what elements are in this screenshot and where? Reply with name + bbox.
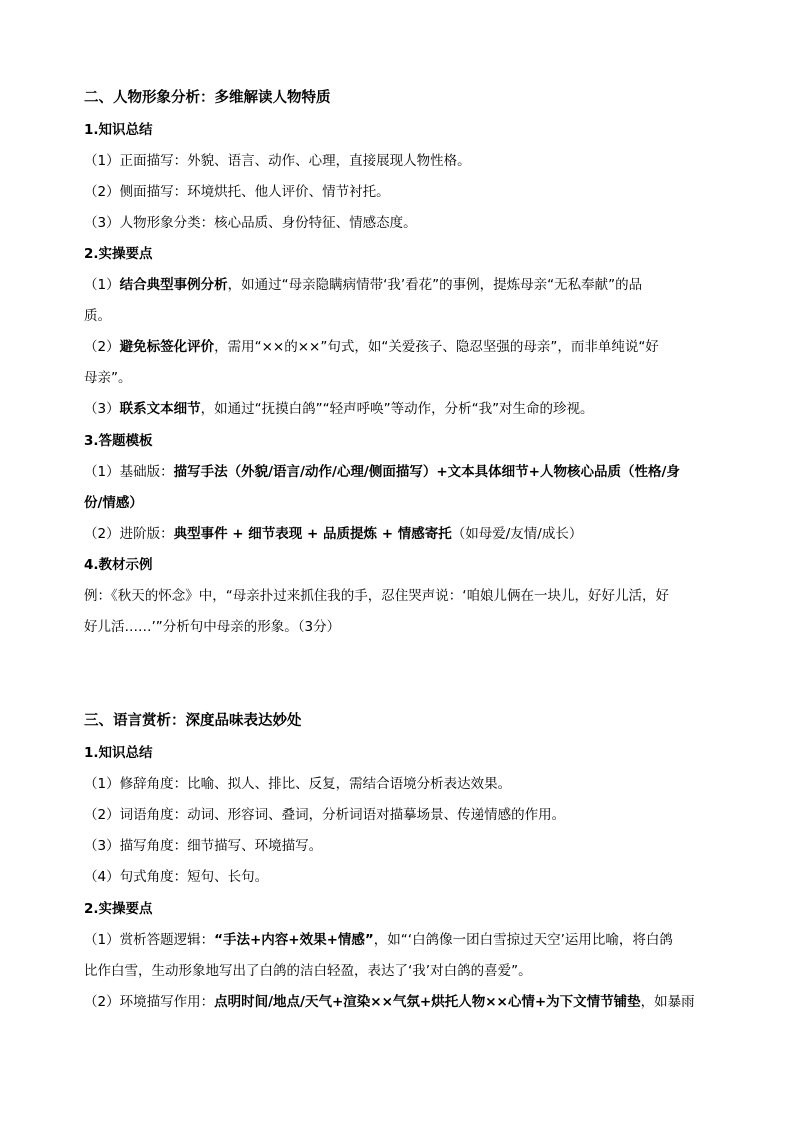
paragraph-continuation: 份/情感）	[84, 495, 143, 511]
subsection-heading: 1.知识总结	[84, 122, 153, 138]
paragraph: （3）描写角度：细节描写、环境描写。	[84, 838, 323, 854]
paragraph-text: ，如通过“母亲隐瞒病情带‘我’看花”的事例，提炼母亲“无私奉献”的品	[227, 277, 643, 293]
paragraph	[84, 993, 714, 1011]
paragraph: （2）词语角度：动词、形容词、叠词，分析词语对描摹场景、传递情感的作用。	[84, 807, 566, 823]
paragraph-text: （如母爱/友情/成长）	[451, 526, 583, 542]
paragraph-prefix: （2）	[84, 339, 120, 355]
paragraph-prefix: （1）基础版：	[84, 464, 174, 480]
emphasis-text: 避免标签化评价	[119, 339, 215, 355]
paragraph-continuation: 母亲”。	[84, 370, 132, 386]
subsection-heading: 3.答题模板	[84, 433, 153, 449]
subsection-heading: 2.实操要点	[84, 246, 153, 262]
emphasis-text: 典型事件 + 细节表现 + 品质提炼 + 情感寄托	[173, 526, 452, 542]
subsection-heading: 2.实操要点	[84, 901, 153, 917]
emphasis-text: 描写手法（外貌/语言/动作/心理/侧面描写）+文本具体细节+人物核心品质（性格/身	[173, 464, 680, 480]
section-title: 二、人物形象分析：多维解读人物特质	[84, 90, 331, 106]
paragraph-text: ，需用“××的××”句式，如“关爱孩子、隐忍坚强的母亲”，而非单纯说“好	[214, 339, 659, 355]
example-text: 好儿活……’”分析句中母亲的形象。（3分）	[84, 619, 341, 635]
paragraph: （1）正面描写：外貌、语言、动作、心理，直接展现人物性格。	[84, 153, 471, 169]
paragraph: （1）修辞角度：比喻、拟人、排比、反复，需结合语境分析表达效果。	[84, 776, 512, 792]
paragraph	[84, 338, 714, 356]
paragraph-prefix: （1）赏析答题逻辑：	[84, 932, 215, 948]
emphasis-text: 点明时间/地点/天气+渲染××气氛+烘托人物××心情+为下文情节铺垫	[214, 994, 641, 1010]
paragraph	[84, 931, 714, 949]
paragraph: （4）句式角度：短句、长句。	[84, 869, 269, 885]
paragraph-prefix: （1）	[84, 277, 120, 293]
example-text: 例：《秋天的怀念》中，“母亲扑过来抓住我的手，忍住哭声说：‘咱娘儿俩在一块儿，好好儿活，好	[84, 588, 670, 604]
paragraph	[84, 463, 714, 481]
paragraph	[84, 525, 714, 543]
paragraph-continuation: 质。	[84, 308, 111, 324]
subsection-heading: 1.知识总结	[84, 745, 153, 761]
emphasis-text: 联系文本细节	[119, 401, 201, 417]
subsection-heading: 4.教材示例	[84, 557, 153, 573]
paragraph-prefix: （2）环境描写作用：	[84, 994, 215, 1010]
paragraph-text: ，如通过“抚摸白鸽”“轻声呼唤”等动作，分析“我”对生命的珍视。	[200, 401, 594, 417]
paragraph: （3）人物形象分类：核心品质、身份特征、情感态度。	[84, 215, 417, 231]
paragraph: （2）侧面描写：环境烘托、他人评价、情节衬托。	[84, 184, 390, 200]
emphasis-text: “手法+内容+效果+情感”	[214, 932, 374, 948]
emphasis-text: 结合典型事例分析	[119, 277, 228, 293]
paragraph-prefix: （2）进阶版：	[84, 526, 174, 542]
section-title: 三、语言赏析：深度品味表达妙处	[84, 713, 302, 729]
paragraph-text: ，如“‘白鸽像一团白雪掠过天空’运用比喻，将白鸽	[373, 932, 673, 948]
paragraph	[84, 400, 714, 418]
paragraph-continuation: 比作白雪，生动形象地写出了白鸽的洁白轻盈，表达了‘我’对白鸽的喜爱”。	[84, 963, 532, 979]
paragraph	[84, 276, 714, 294]
paragraph-text: ，如暴雨	[640, 994, 695, 1010]
paragraph-prefix: （3）	[84, 401, 120, 417]
